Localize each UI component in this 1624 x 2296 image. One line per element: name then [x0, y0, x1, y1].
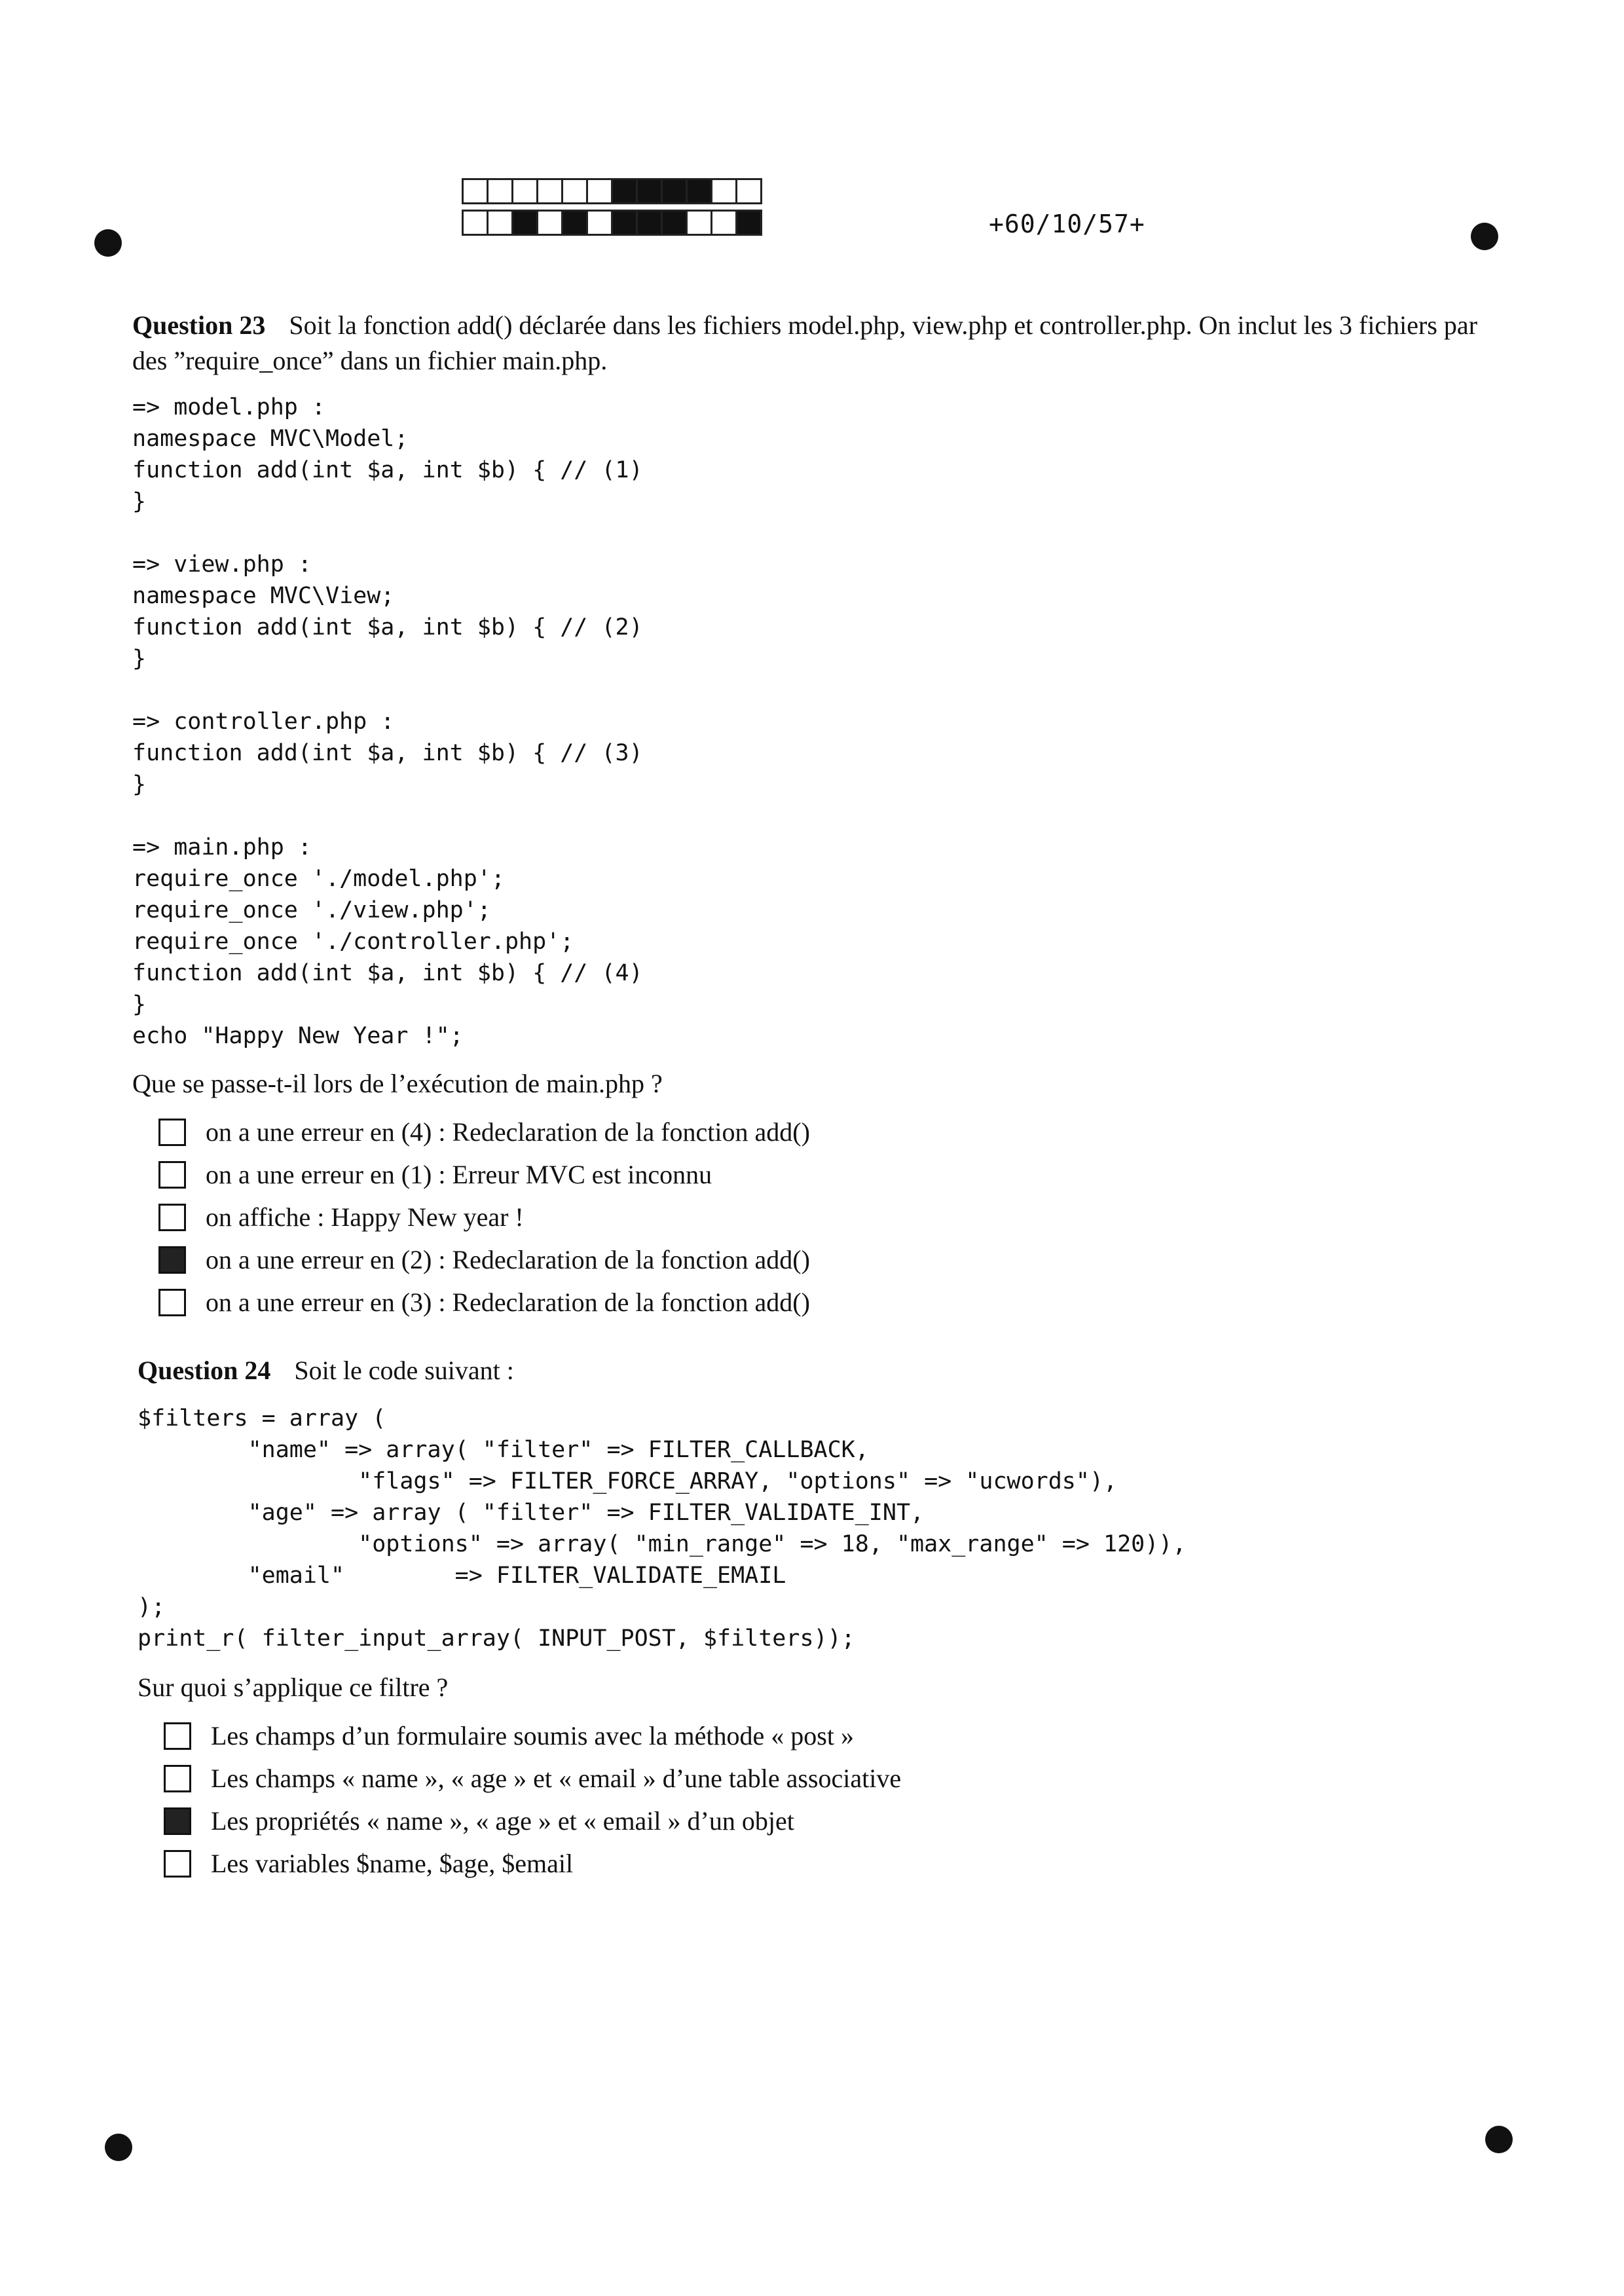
registration-mark-bottom-left [105, 2134, 132, 2161]
barcode-cell [611, 178, 638, 204]
answer-checkbox[interactable] [158, 1204, 186, 1231]
answer-checkbox[interactable] [158, 1289, 186, 1316]
barcode-cell [661, 210, 688, 236]
question-24-answers [138, 1714, 1486, 1885]
answer-option[interactable] [138, 1800, 1486, 1842]
barcode-cell [636, 178, 663, 204]
answer-label: Les champs « name », « age » et « email » d’une table associative [211, 1764, 902, 1793]
question-23 [132, 308, 1481, 1324]
barcode-cell [686, 210, 712, 236]
barcode-cell [536, 210, 563, 236]
barcode-cell [661, 178, 688, 204]
barcode-cell [511, 210, 538, 236]
answer-option[interactable] [132, 1196, 1481, 1238]
answer-checkbox[interactable] [164, 1807, 191, 1835]
answer-label: on affiche : Happy New year ! [206, 1202, 524, 1232]
barcode-cell [735, 178, 762, 204]
answer-checkbox[interactable] [158, 1119, 186, 1146]
answer-label: on a une erreur en (3) : Redeclaration de la fonction add() [206, 1287, 810, 1317]
answer-label: on a une erreur en (1) : Erreur MVC est inconnu [206, 1160, 712, 1189]
answer-option[interactable] [132, 1238, 1481, 1281]
barcode-cell [686, 178, 712, 204]
barcode-cell [462, 178, 489, 204]
question-23-label: Question 23 [132, 310, 266, 340]
answer-option[interactable] [132, 1281, 1481, 1324]
question-24-statement [138, 1353, 1486, 1388]
answer-label: Les champs d’un formulaire soumis avec la méthode « post » [211, 1721, 854, 1750]
answer-option[interactable] [138, 1757, 1486, 1800]
answer-label: on a une erreur en (4) : Redeclaration de la fonction add() [206, 1117, 810, 1147]
barcode-row-top [462, 178, 760, 204]
barcode-cell [636, 210, 663, 236]
question-23-answers [132, 1111, 1481, 1324]
barcode-cell [536, 178, 563, 204]
answer-option[interactable] [132, 1111, 1481, 1153]
barcode-cell [611, 210, 638, 236]
barcode-cell [487, 210, 513, 236]
sheet-id: +60/10/57+ [989, 210, 1145, 238]
answer-checkbox[interactable] [158, 1161, 186, 1189]
question-23-code: => model.php : namespace MVC\Model; function add(int $a, int $b) { // (1) } => view.php : namespace MVC\View; function add(int $a, int $b) { // (2) } => controller.php : function add(int $a, int $b) { // (3) } => main.php : require_once './model.php'; require_once './view.php'; require_once './controller.php'; function add(int $a, int $b) { // (4) } echo "Happy New Year !"; [132, 394, 643, 1049]
question-24-label: Question 24 [138, 1356, 271, 1385]
registration-mark-top-left [94, 229, 122, 257]
answer-option[interactable] [138, 1714, 1486, 1757]
question-23-text: Soit la fonction add() déclarée dans les fichiers model.php, view.php et controller.php. On inclut les 3 fichiers par des ”require_once” dans un fichier main.php. [132, 310, 1478, 375]
registration-mark-top-right [1471, 223, 1498, 250]
registration-mark-bottom-right [1485, 2126, 1513, 2153]
barcode-cell [586, 210, 613, 236]
question-24-code: $filters = array ( "name" => array( "filter" => FILTER_CALLBACK, "flags" => FILTER_FORCE_ARRAY, "options" => "ucwords"), "age" => array ( "filter" => FILTER_VALIDATE_INT, "options" => array( "min_range" => 18, "max_range" => 120)), "email" => FILTER_VALIDATE_EMAIL ); print_r( filter_input_array( INPUT_POST, $filters)); [138, 1405, 1187, 1652]
barcode-cell [462, 210, 489, 236]
answer-checkbox[interactable] [164, 1765, 191, 1792]
answer-option[interactable] [132, 1153, 1481, 1196]
barcode-cell [710, 210, 737, 236]
question-24 [138, 1353, 1486, 1885]
barcode-row-bottom [462, 210, 760, 236]
answer-checkbox[interactable] [158, 1246, 186, 1274]
barcode-cell [735, 210, 762, 236]
answer-checkbox[interactable] [164, 1850, 191, 1878]
answer-label: on a une erreur en (2) : Redeclaration de la fonction add() [206, 1245, 810, 1274]
answer-label: Les variables $name, $age, $email [211, 1849, 574, 1878]
barcode-cell [511, 178, 538, 204]
question-24-prompt: Sur quoi s’applique ce filtre ? [138, 1673, 449, 1702]
barcode-cell [487, 178, 513, 204]
question-23-statement [132, 308, 1481, 379]
question-23-prompt: Que se passe-t-il lors de l’exécution de main.php ? [132, 1069, 663, 1098]
question-24-text: Soit le code suivant : [294, 1356, 514, 1385]
answer-checkbox[interactable] [164, 1722, 191, 1750]
barcode-cell [586, 178, 613, 204]
answer-label: Les propriétés « name », « age » et « email » d’un objet [211, 1806, 794, 1836]
barcode-cell [710, 178, 737, 204]
sheet-barcode [462, 178, 760, 241]
barcode-cell [561, 210, 588, 236]
answer-option[interactable] [138, 1842, 1486, 1885]
barcode-cell [561, 178, 588, 204]
